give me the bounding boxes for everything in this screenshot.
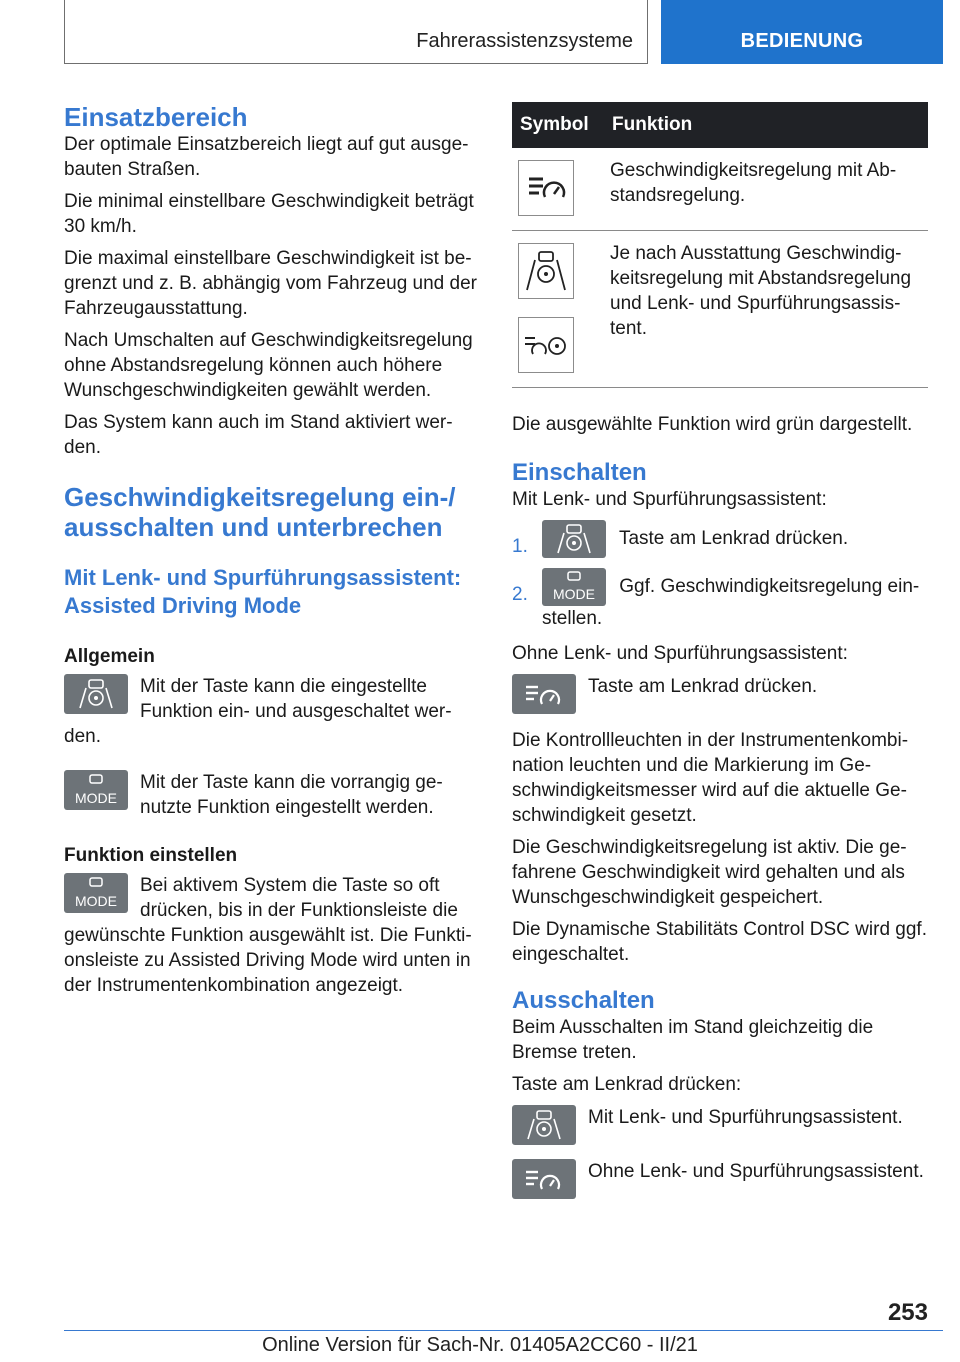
- funktion-paragraph: Bei aktivem System die Taste so oft drücken, bis in der Funktionsleiste die gewünschte Funktion ausgewählt ist. Die Funkti-onsleiste zu Assisted Driving Mode wird unten in der Instrumentenkombination angezeigt.: [64, 875, 472, 996]
- svg-text:MODE: MODE: [75, 790, 117, 806]
- header-section-tab: [64, 0, 648, 64]
- mode-key-icon: [542, 568, 606, 606]
- left-column: [64, 102, 480, 1005]
- step-number: 2.: [512, 584, 528, 605]
- table-header-funktion: Funktion: [604, 102, 928, 148]
- table-row-2-text: Je nach Ausstattung Geschwindig-keitsregelung mit Abstandsregelung und Lenk- und Spurführungsassis-tent.: [604, 231, 928, 388]
- ohne-lenk-action: Taste am Lenkrad drücken.: [588, 676, 818, 697]
- einsatz-paragraph-1: Der optimale Einsatzbereich liegt auf gut ausge-bauten Straßen.: [64, 134, 469, 180]
- table-row-1-text: Geschwindigkeitsregelung mit Ab-standsregelung.: [604, 148, 928, 231]
- dsc-paragraph: Die Dynamische Stabilitäts Control DSC wird ggf. eingeschaltet.: [512, 919, 927, 965]
- einsatz-paragraph-2: Die minimal einstellbare Geschwindigkeit beträgt 30 km/h.: [64, 191, 474, 237]
- assist-steering-key-icon: [542, 520, 606, 558]
- table-header-symbol: Symbol: [512, 102, 604, 148]
- cruise-distance-key-icon: [512, 1159, 576, 1199]
- table-row: [512, 148, 928, 231]
- assist-steering-key-icon: [64, 674, 128, 714]
- einsatz-paragraph-4: Nach Umschalten auf Geschwindigkeitsregelung ohne Abstandsregelung können auch höhere Wunschgeschwindigkeiten gewählt werden.: [64, 330, 473, 401]
- cruise-distance-symbol-icon: [518, 160, 574, 216]
- einschalten-heading: Einschalten: [512, 459, 647, 486]
- aus-paragraph-1: Beim Ausschalten im Stand gleichzeitig die Bremse treten.: [512, 1017, 874, 1063]
- einsatz-paragraph-5: Das System kann auch im Stand aktiviert wer-den.: [64, 412, 453, 458]
- main-section-heading: Geschwindigkeitsregelung ein-/ ausschalten und unterbrechen: [64, 482, 456, 542]
- page-number: 253: [887, 1299, 928, 1326]
- svg-text:MODE: MODE: [553, 586, 595, 602]
- aus-ohne-row: [512, 1159, 928, 1199]
- list-item: [512, 520, 928, 558]
- funktion-block: [64, 873, 480, 1005]
- kontroll-paragraph: Die Kontrollleuchten in der Instrumentenkombi-nation leuchten und die Markierung im Ge-schwindigkeitsmesser wird auf die aktuelle Ge-schwindigkeit gesetzt.: [512, 730, 909, 826]
- aus-ohne-text: Ohne Lenk- und Spurführungsassistent.: [588, 1161, 924, 1182]
- allgemein-paragraph-1: Mit der Taste kann die eingestellte Funktion ein- und ausgeschaltet wer-den.: [64, 676, 452, 747]
- footer-divider: [64, 1330, 943, 1331]
- footer-online-version: Online Version für Sach-Nr. 01405A2CC60 - II/21: [262, 1334, 698, 1356]
- ohne-lenk-label: Ohne Lenk- und Spurführungsassistent:: [512, 643, 848, 664]
- assisted-driving-subheading: Mit Lenk- und Spurführungsassistent: Assisted Driving Mode: [64, 565, 462, 618]
- cruise-steering-symbol-icon: [518, 317, 574, 373]
- einsatzbereich-heading: Einsatzbereich: [64, 102, 248, 132]
- aus-mit-text: Mit Lenk- und Spurführungsassistent.: [588, 1107, 903, 1128]
- mode-key-icon: [64, 770, 128, 810]
- aktiv-paragraph: Die Geschwindigkeitsregelung ist aktiv. Die ge-fahrene Geschwindigkeit wird gehalten und als Wunschgeschwindigkeit gespeichert.: [512, 837, 907, 908]
- right-column: [512, 102, 928, 1213]
- funktion-einstellen-heading: Funktion einstellen: [64, 845, 238, 866]
- steering-assist-symbol-icon: [518, 243, 574, 299]
- ohne-lenk-row: [512, 674, 928, 714]
- svg-text:MODE: MODE: [75, 893, 117, 909]
- header-section-title: Fahrerassistenzsysteme: [416, 30, 633, 52]
- cruise-distance-key-icon: [512, 674, 576, 714]
- allgemein-paragraph-2: Mit der Taste kann die vorrangig ge-nutzte Funktion eingestellt werden.: [140, 772, 443, 818]
- step-text: Ggf. Geschwindigkeitsregelung ein-stellen.: [542, 576, 920, 629]
- allgemein-block-1: [64, 674, 480, 756]
- mit-lenk-label: Mit Lenk- und Spurführungsassistent:: [512, 489, 827, 510]
- symbol-table: [512, 102, 928, 388]
- allgemein-heading: Allgemein: [64, 646, 155, 667]
- list-item: [512, 568, 928, 631]
- table-row: [512, 231, 928, 388]
- step-text: Taste am Lenkrad drücken.: [618, 528, 849, 550]
- einsatz-paragraph-3: Die maximal einstellbare Geschwindigkeit ist be-grenzt und z. B. abhängig vom Fahrzeug und der Fahrzeugausstattung.: [64, 248, 477, 319]
- step-number: 1.: [512, 536, 528, 557]
- assist-steering-key-icon: [512, 1105, 576, 1145]
- einschalten-steps: [512, 520, 928, 631]
- mode-key-icon: [64, 873, 128, 913]
- header-chapter-tab: [661, 0, 943, 64]
- green-note: Die ausgewählte Funktion wird grün dargestellt.: [512, 414, 913, 435]
- ausschalten-heading: Ausschalten: [512, 987, 655, 1014]
- allgemein-block-2: [64, 770, 480, 827]
- aus-mit-row: [512, 1105, 928, 1145]
- header-chapter-title: BEDIENUNG: [740, 30, 864, 52]
- aus-paragraph-2: Taste am Lenkrad drücken:: [512, 1074, 742, 1095]
